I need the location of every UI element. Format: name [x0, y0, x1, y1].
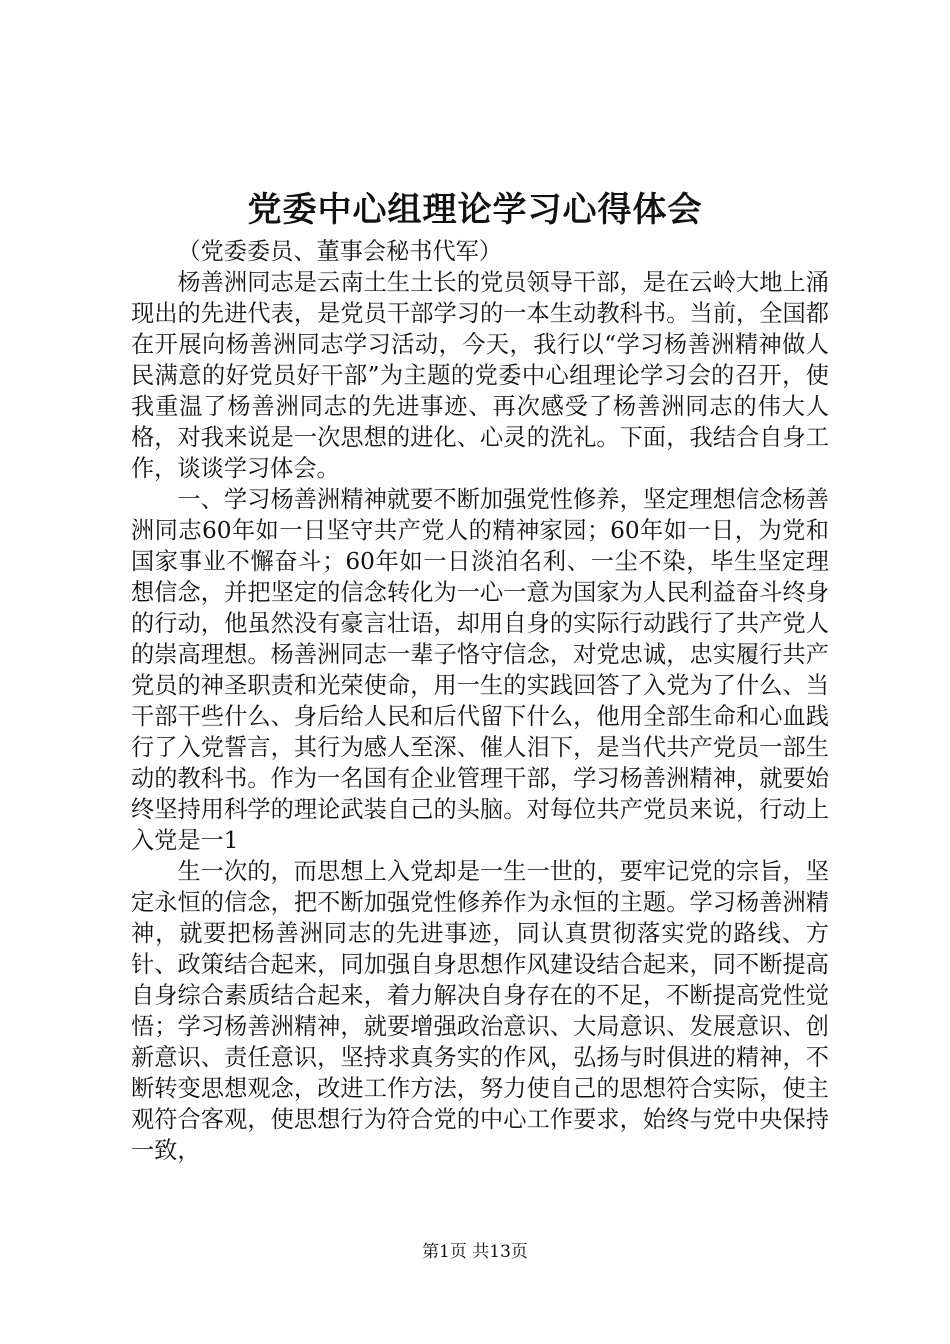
document-title: 党委中心组理论学习心得体会 — [247, 190, 703, 230]
paragraph-continuation: 生一次的，而思想上入党却是一生一世的，要牢记党的宗旨，坚定永恒的信念，把不断加强党性修养作为永恒的主题。学习杨善洲精神，就要把杨善洲同志的先进事迹，同认真贯彻落实党的路线、方针、政策结合起来，同加强自身思想作风建设结合起来，同不断提高自身综合素质结合起来，着力解决自身存在的不足，不断提高党性觉悟；学习杨善洲精神，就要增强政治意识、大局意识、发展意识、创新意识、责任意识，坚持求真务实的作风，弘扬与时俱进的精神，不断转变思想观念，改进工作方法，努力使自己的思想符合实际，使主观符合客观，使思想行为符合党的中心工作要求，始终与党中央保持一致， — [131, 858, 829, 1164]
paragraph-intro: 杨善洲同志是云南土生土长的党员领导干部，是在云岭大地上涌现出的先进代表，是党员干部学习的一本生动教科书。当前，全国都在开展向杨善洲同志学习活动，今天，我行以“学习杨善洲精神做人民满意的好党员好干部”为主题的党委中心组理论学习会的召开，使我重温了杨善洲同志的先进事迹、再次感受了杨善洲同志的伟大人格，对我来说是一次思想的进化、心灵的洗礼。下面，我结合自身工作，谈谈学习体会。 — [131, 269, 829, 482]
document-body — [131, 236, 829, 1166]
author-line: （党委委员、董事会秘书代军） — [177, 238, 503, 265]
page-number-footer: 第1页 共13页 — [422, 1242, 528, 1262]
paragraph-section-one: 一、学习杨善洲精神就要不断加强党性修养，坚定理想信念杨善洲同志60年如一日坚守共产党人的精神家园；60年如一日，为党和国家事业不懈奋斗；60年如一日淡泊名利、一尘不染，毕生坚定理想信念，并把坚定的信念转化为一心一意为国家为人民利益奋斗终身的行动，他虽然没有豪言壮语，却用自身的实际行动践行了共产党人的崇高理想。杨善洲同志一辈子恪守信念，对党忠诚，忠实履行共产党员的神圣职责和光荣使命，用一生的实践回答了入党为了什么、当干部干些什么、身后给人民和后代留下什么，他用全部生命和心血践行了入党誓言，其行为感人至深、催人泪下，是当代共产党员一部生动的教科书。作为一名国有企业管理干部，学习杨善洲精神，就要始终坚持用科学的理论武装自己的头脑。对每位共产党员来说，行动上入党是一1 — [131, 486, 829, 854]
